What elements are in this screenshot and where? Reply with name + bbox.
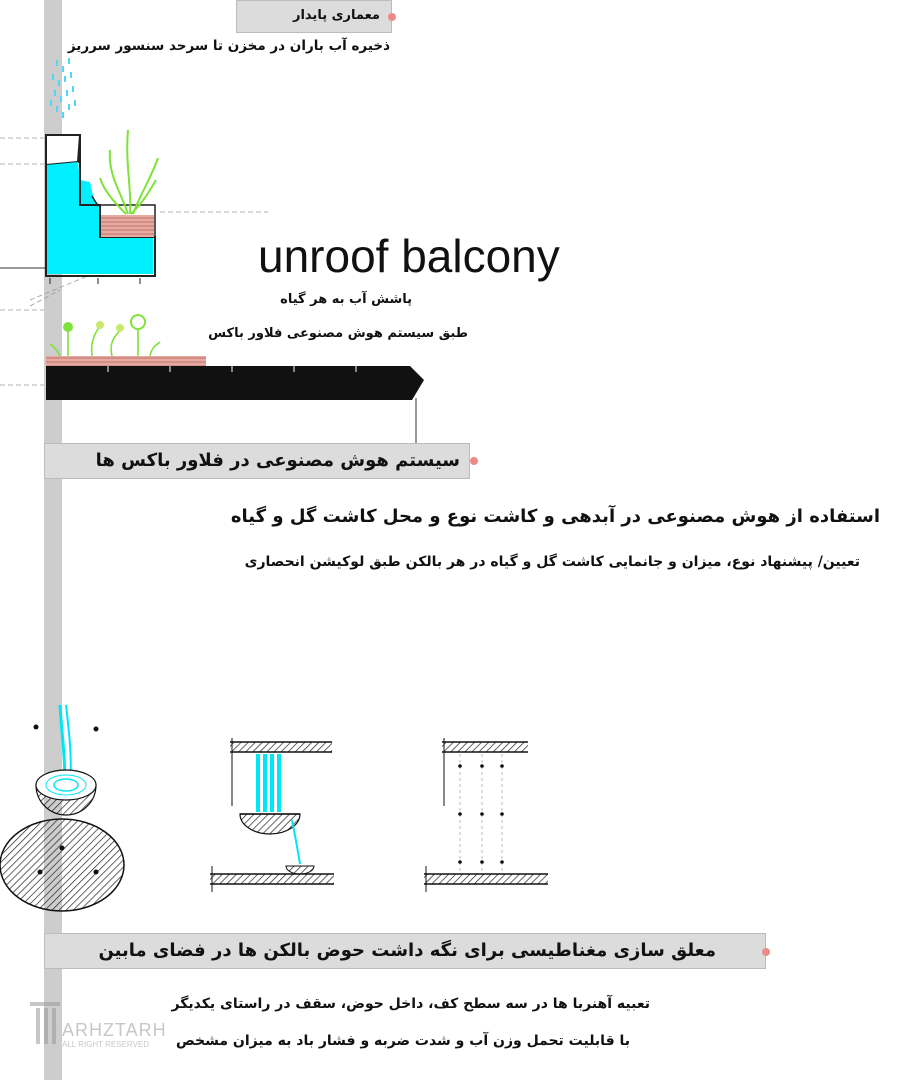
header-subtitle: ذخیره آب باران در مخزن تا سرحد سنسور سرریز — [67, 38, 390, 54]
section1-header: سیستم هوش مصنوعی در فلاور باکس ها — [95, 450, 460, 471]
section2-line2: با قابلیت تحمل وزن آب و شدت ضربه و فشار باد به میزان مشخص — [175, 1033, 630, 1049]
top-header-label: معماری پایدار — [292, 8, 380, 23]
section1-line2: تعیین/ پیشنهاد نوع، میزان و جانمایی کاشت گل و گیاه در هر بالکن طبق لوکیشن انحصاری — [244, 554, 860, 570]
diagram-title: unroof balcony — [258, 230, 560, 282]
section2-header: معلق سازی مغناطیسی برای نگه داشت حوض بالکن ها در فضای مابین — [98, 940, 716, 961]
section1-line1: استفاده از هوش مصنوعی در آبدهی و کاشت نوع و محل کاشت گل و گیاه — [230, 506, 880, 527]
section2-line1: تعبیه آهنربا ها در سه سطح کف، داخل حوض، سقف در راستای یکدیگر — [171, 996, 650, 1012]
watermark-sub: ALL RIGHT RESERVED — [62, 1040, 149, 1049]
diagram-note-ai-system: طبق سیستم هوش مصنوعی فلاور باکس — [208, 326, 468, 341]
watermark-brand: ARHZTARH — [62, 1020, 167, 1040]
diagram-note-water-spray: پاشش آب به هر گیاه — [280, 292, 412, 307]
